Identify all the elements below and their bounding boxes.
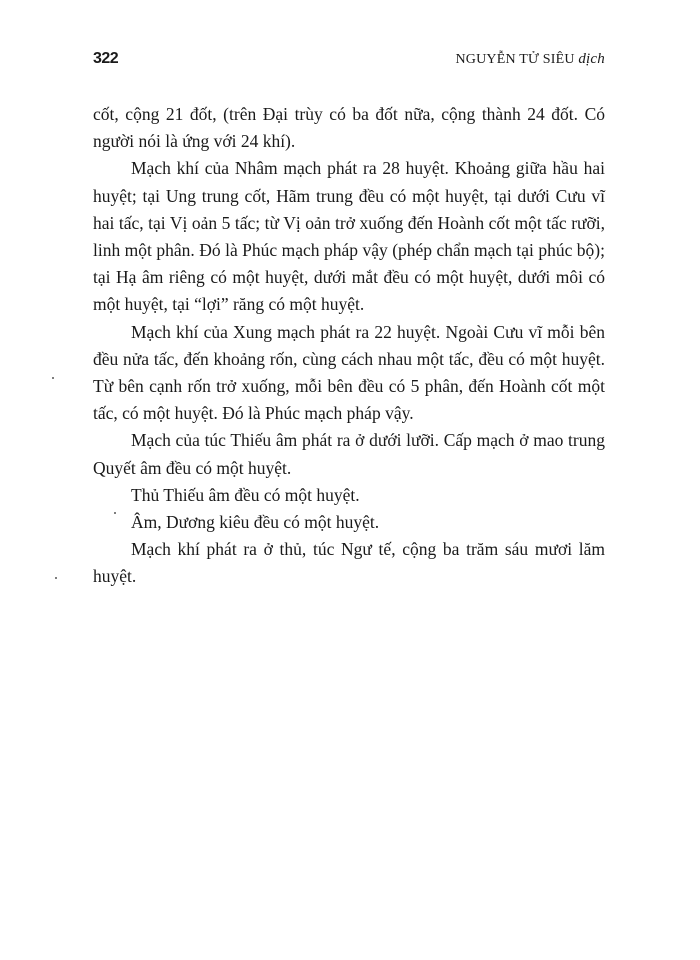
paragraph-4: Mạch của túc Thiếu âm phát ra ở dưới lưỡi. Cấp mạch ở mao trung Quyết âm đều có một huyệt. xyxy=(93,430,605,478)
paragraph-7: Mạch khí phát ra ở thủ, túc Ngư tế, cộng ba trăm sáu mươi lăm huyệt. xyxy=(93,539,605,587)
paragraph-1: cốt, cộng 21 đốt, (trên Đại trùy có ba đốt nữa, cộng thành 24 đốt. Có người nói là ứng với 24 khí). xyxy=(93,104,605,152)
scan-speck xyxy=(52,377,54,379)
running-head-role: dịch xyxy=(578,51,605,67)
paragraph-6: Âm, Dương kiêu đều có một huyệt. xyxy=(131,512,380,533)
page-header xyxy=(93,50,605,74)
page-number: 322 xyxy=(93,50,119,67)
running-head-author: NGUYỄN TỬ SIÊU xyxy=(455,52,575,67)
paragraph-2: Mạch khí của Nhâm mạch phát ra 28 huyệt. Khoảng giữa hầu hai huyệt; tại Ung trung cốt, Hãm trung đều có một huyệt, tại dưới Cưu vĩ hai tấc, tại Vị oản 5 tấc; từ Vị oản trở xuống đến Hoành cốt một tấc rưỡi, linh một phân. Đó là Phúc mạch pháp vậy (phép chẩn mạch tại phúc bộ); tại Hạ âm riêng có một huyệt, dưới mắt đều có một huyệt, dưới môi có một huyệt, tại “lợi” răng có một huyệt. xyxy=(93,158,605,315)
paragraph-5: Thủ Thiếu âm đều có một huyệt. xyxy=(131,484,360,505)
scan-speck xyxy=(114,512,116,514)
body-text xyxy=(93,101,605,591)
scan-speck xyxy=(55,577,57,579)
paragraph-3: Mạch khí của Xung mạch phát ra 22 huyệt. Ngoài Cưu vĩ mỗi bên đều nửa tấc, đến khoảng rốn, cùng cách nhau một tấc, đều có một huyệt. Từ bên cạnh rốn trở xuống, mỗi bên đều có 5 phân, đến Hoành cốt một tấc, có một huyệt. Đó là Phúc mạch pháp vậy. xyxy=(93,321,605,424)
running-head xyxy=(455,51,605,68)
